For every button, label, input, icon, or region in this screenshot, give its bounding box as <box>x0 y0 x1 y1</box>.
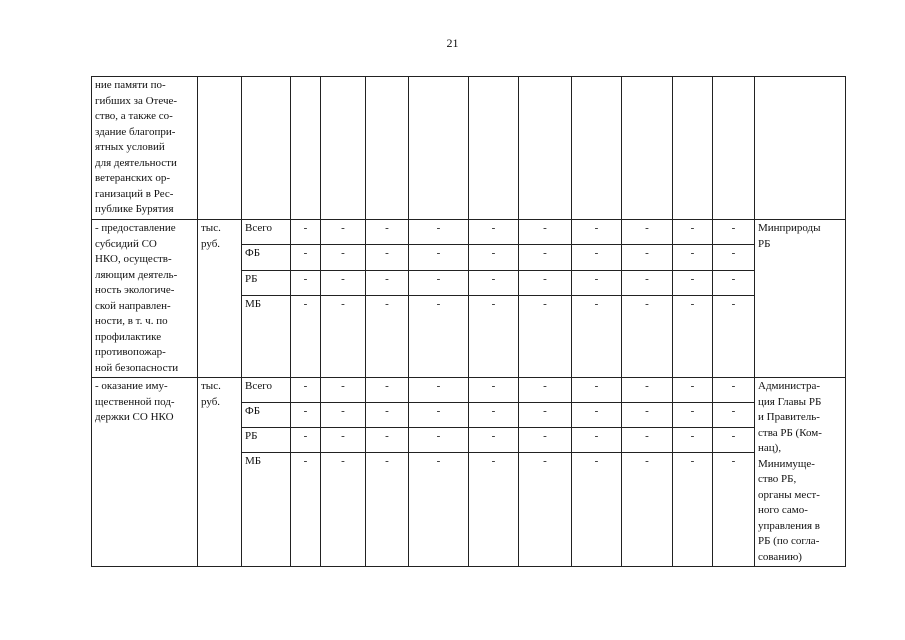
value-cell: - <box>409 428 469 453</box>
measure-description <box>92 220 198 378</box>
value-cell: - <box>409 245 469 270</box>
value-cell: - <box>321 378 366 403</box>
text-line: ности, в т. ч. по <box>95 315 168 327</box>
responsible-cell <box>755 220 846 378</box>
value-cell: - <box>469 245 519 270</box>
text-line: гибших за Отече- <box>95 94 178 107</box>
text-line: - оказание иму- <box>95 380 168 392</box>
unit-line: руб. <box>201 395 221 408</box>
value-cell: - <box>291 220 321 245</box>
empty-cell <box>572 77 622 220</box>
text-line: противопожар- <box>95 346 166 358</box>
budget-level: Всего <box>242 378 291 403</box>
value-cell: - <box>409 220 469 245</box>
text-line: ние памяти по- <box>95 79 166 91</box>
empty-cell <box>673 77 713 220</box>
responsible-line: органы мест- <box>758 488 820 501</box>
value-cell: - <box>673 428 713 453</box>
value-cell: - <box>622 295 673 377</box>
value-cell: - <box>713 403 755 428</box>
empty-cell <box>366 77 409 220</box>
empty-cell <box>242 77 291 220</box>
value-cell: - <box>291 428 321 453</box>
value-cell: - <box>291 378 321 403</box>
value-cell: - <box>519 428 572 453</box>
value-cell: - <box>673 378 713 403</box>
responsible-line: сованию) <box>758 550 802 563</box>
value-cell: - <box>622 453 673 567</box>
responsible-line: и Правитель- <box>758 411 820 423</box>
text-line: щественной под- <box>95 395 175 408</box>
responsible-cell <box>755 378 846 567</box>
value-cell: - <box>469 378 519 403</box>
empty-cell <box>713 77 755 220</box>
value-cell: - <box>713 295 755 377</box>
text-line: субсидий СО <box>95 237 157 250</box>
empty-cell <box>469 77 519 220</box>
value-cell: - <box>366 378 409 403</box>
value-cell: - <box>673 270 713 295</box>
value-cell: - <box>673 453 713 567</box>
value-cell: - <box>673 403 713 428</box>
value-cell: - <box>572 295 622 377</box>
value-cell: - <box>291 453 321 567</box>
value-cell: - <box>469 220 519 245</box>
value-cell: - <box>572 403 622 428</box>
empty-cell <box>321 77 366 220</box>
text-line: ятных условий <box>95 141 165 153</box>
value-cell: - <box>469 295 519 377</box>
responsible-line: ция Главы РБ <box>758 395 822 408</box>
responsible-line: ного само- <box>758 504 808 516</box>
text-line: здание благопри- <box>95 125 176 138</box>
value-cell: - <box>366 295 409 377</box>
responsible-line: РБ <box>758 237 771 250</box>
value-cell: - <box>572 453 622 567</box>
value-cell: - <box>321 270 366 295</box>
value-cell: - <box>713 378 755 403</box>
measure-description <box>92 77 198 220</box>
value-cell: - <box>519 295 572 377</box>
value-cell: - <box>409 295 469 377</box>
budget-level: ФБ <box>242 403 291 428</box>
responsible-line: Минприроды <box>758 222 821 234</box>
responsible-line: РБ (по согла- <box>758 535 820 547</box>
responsible-line: Минимуще- <box>758 457 815 470</box>
text-line: публике Бурятия <box>95 203 174 215</box>
value-cell: - <box>366 220 409 245</box>
value-cell: - <box>713 453 755 567</box>
value-cell: - <box>366 245 409 270</box>
value-cell: - <box>622 378 673 403</box>
responsible-line: Администра- <box>758 380 821 392</box>
text-line: ность экологиче- <box>95 284 175 296</box>
value-cell: - <box>572 220 622 245</box>
value-cell: - <box>622 270 673 295</box>
value-cell: - <box>321 453 366 567</box>
value-cell: - <box>366 453 409 567</box>
value-cell: - <box>519 245 572 270</box>
text-line: для деятельности <box>95 156 177 169</box>
text-line: - предоставление <box>95 222 176 234</box>
value-cell: - <box>409 453 469 567</box>
value-cell: - <box>519 378 572 403</box>
text-line: ганизаций в Рес- <box>95 187 174 200</box>
value-cell: - <box>409 270 469 295</box>
value-cell: - <box>713 270 755 295</box>
value-cell: - <box>291 270 321 295</box>
budget-level: Всего <box>242 220 291 245</box>
value-cell: - <box>713 220 755 245</box>
value-cell: - <box>673 295 713 377</box>
value-cell: - <box>469 453 519 567</box>
value-cell: - <box>713 245 755 270</box>
value-cell: - <box>572 270 622 295</box>
text-line: профилактике <box>95 330 162 343</box>
empty-cell <box>291 77 321 220</box>
value-cell: - <box>469 270 519 295</box>
value-cell: - <box>409 403 469 428</box>
text-line: ской направлен- <box>95 299 171 312</box>
table-row <box>92 220 846 245</box>
empty-cell <box>755 77 846 220</box>
responsible-line: управления в <box>758 519 820 532</box>
table-row <box>92 378 846 403</box>
budget-level: РБ <box>242 270 291 295</box>
unit-cell <box>198 378 242 567</box>
empty-cell <box>409 77 469 220</box>
unit-line: тыс. <box>201 222 221 234</box>
table-row <box>92 77 846 220</box>
value-cell: - <box>572 428 622 453</box>
value-cell: - <box>519 403 572 428</box>
value-cell: - <box>572 245 622 270</box>
unit-line: тыс. <box>201 380 221 392</box>
text-line: держки СО НКО <box>95 411 174 423</box>
text-line: ветеранских ор- <box>95 172 170 184</box>
value-cell: - <box>673 245 713 270</box>
budget-level: МБ <box>242 295 291 377</box>
value-cell: - <box>409 378 469 403</box>
value-cell: - <box>622 403 673 428</box>
value-cell: - <box>321 245 366 270</box>
value-cell: - <box>291 403 321 428</box>
program-table <box>91 76 846 567</box>
value-cell: - <box>622 220 673 245</box>
empty-cell <box>198 77 242 220</box>
budget-level: МБ <box>242 453 291 567</box>
responsible-line: нац), <box>758 442 782 454</box>
value-cell: - <box>519 453 572 567</box>
text-line: ство, а также со- <box>95 110 173 122</box>
value-cell: - <box>469 428 519 453</box>
responsible-line: ство РБ, <box>758 473 797 485</box>
text-line: ной безопасности <box>95 361 179 374</box>
value-cell: - <box>673 220 713 245</box>
value-cell: - <box>291 245 321 270</box>
page-number: 21 <box>446 36 459 50</box>
budget-level: РБ <box>242 428 291 453</box>
value-cell: - <box>321 295 366 377</box>
value-cell: - <box>366 403 409 428</box>
unit-line: руб. <box>201 237 221 250</box>
empty-cell <box>622 77 673 220</box>
value-cell: - <box>366 270 409 295</box>
value-cell: - <box>321 403 366 428</box>
measure-description <box>92 378 198 567</box>
value-cell: - <box>291 295 321 377</box>
value-cell: - <box>622 245 673 270</box>
value-cell: - <box>622 428 673 453</box>
unit-cell <box>198 220 242 378</box>
value-cell: - <box>321 428 366 453</box>
empty-cell <box>519 77 572 220</box>
value-cell: - <box>519 220 572 245</box>
value-cell: - <box>713 428 755 453</box>
value-cell: - <box>572 378 622 403</box>
value-cell: - <box>469 403 519 428</box>
value-cell: - <box>321 220 366 245</box>
responsible-line: ства РБ (Ком- <box>758 426 822 439</box>
text-line: ляющим деятель- <box>95 268 178 281</box>
value-cell: - <box>366 428 409 453</box>
value-cell: - <box>519 270 572 295</box>
text-line: НКО, осуществ- <box>95 253 172 265</box>
budget-level: ФБ <box>242 245 291 270</box>
